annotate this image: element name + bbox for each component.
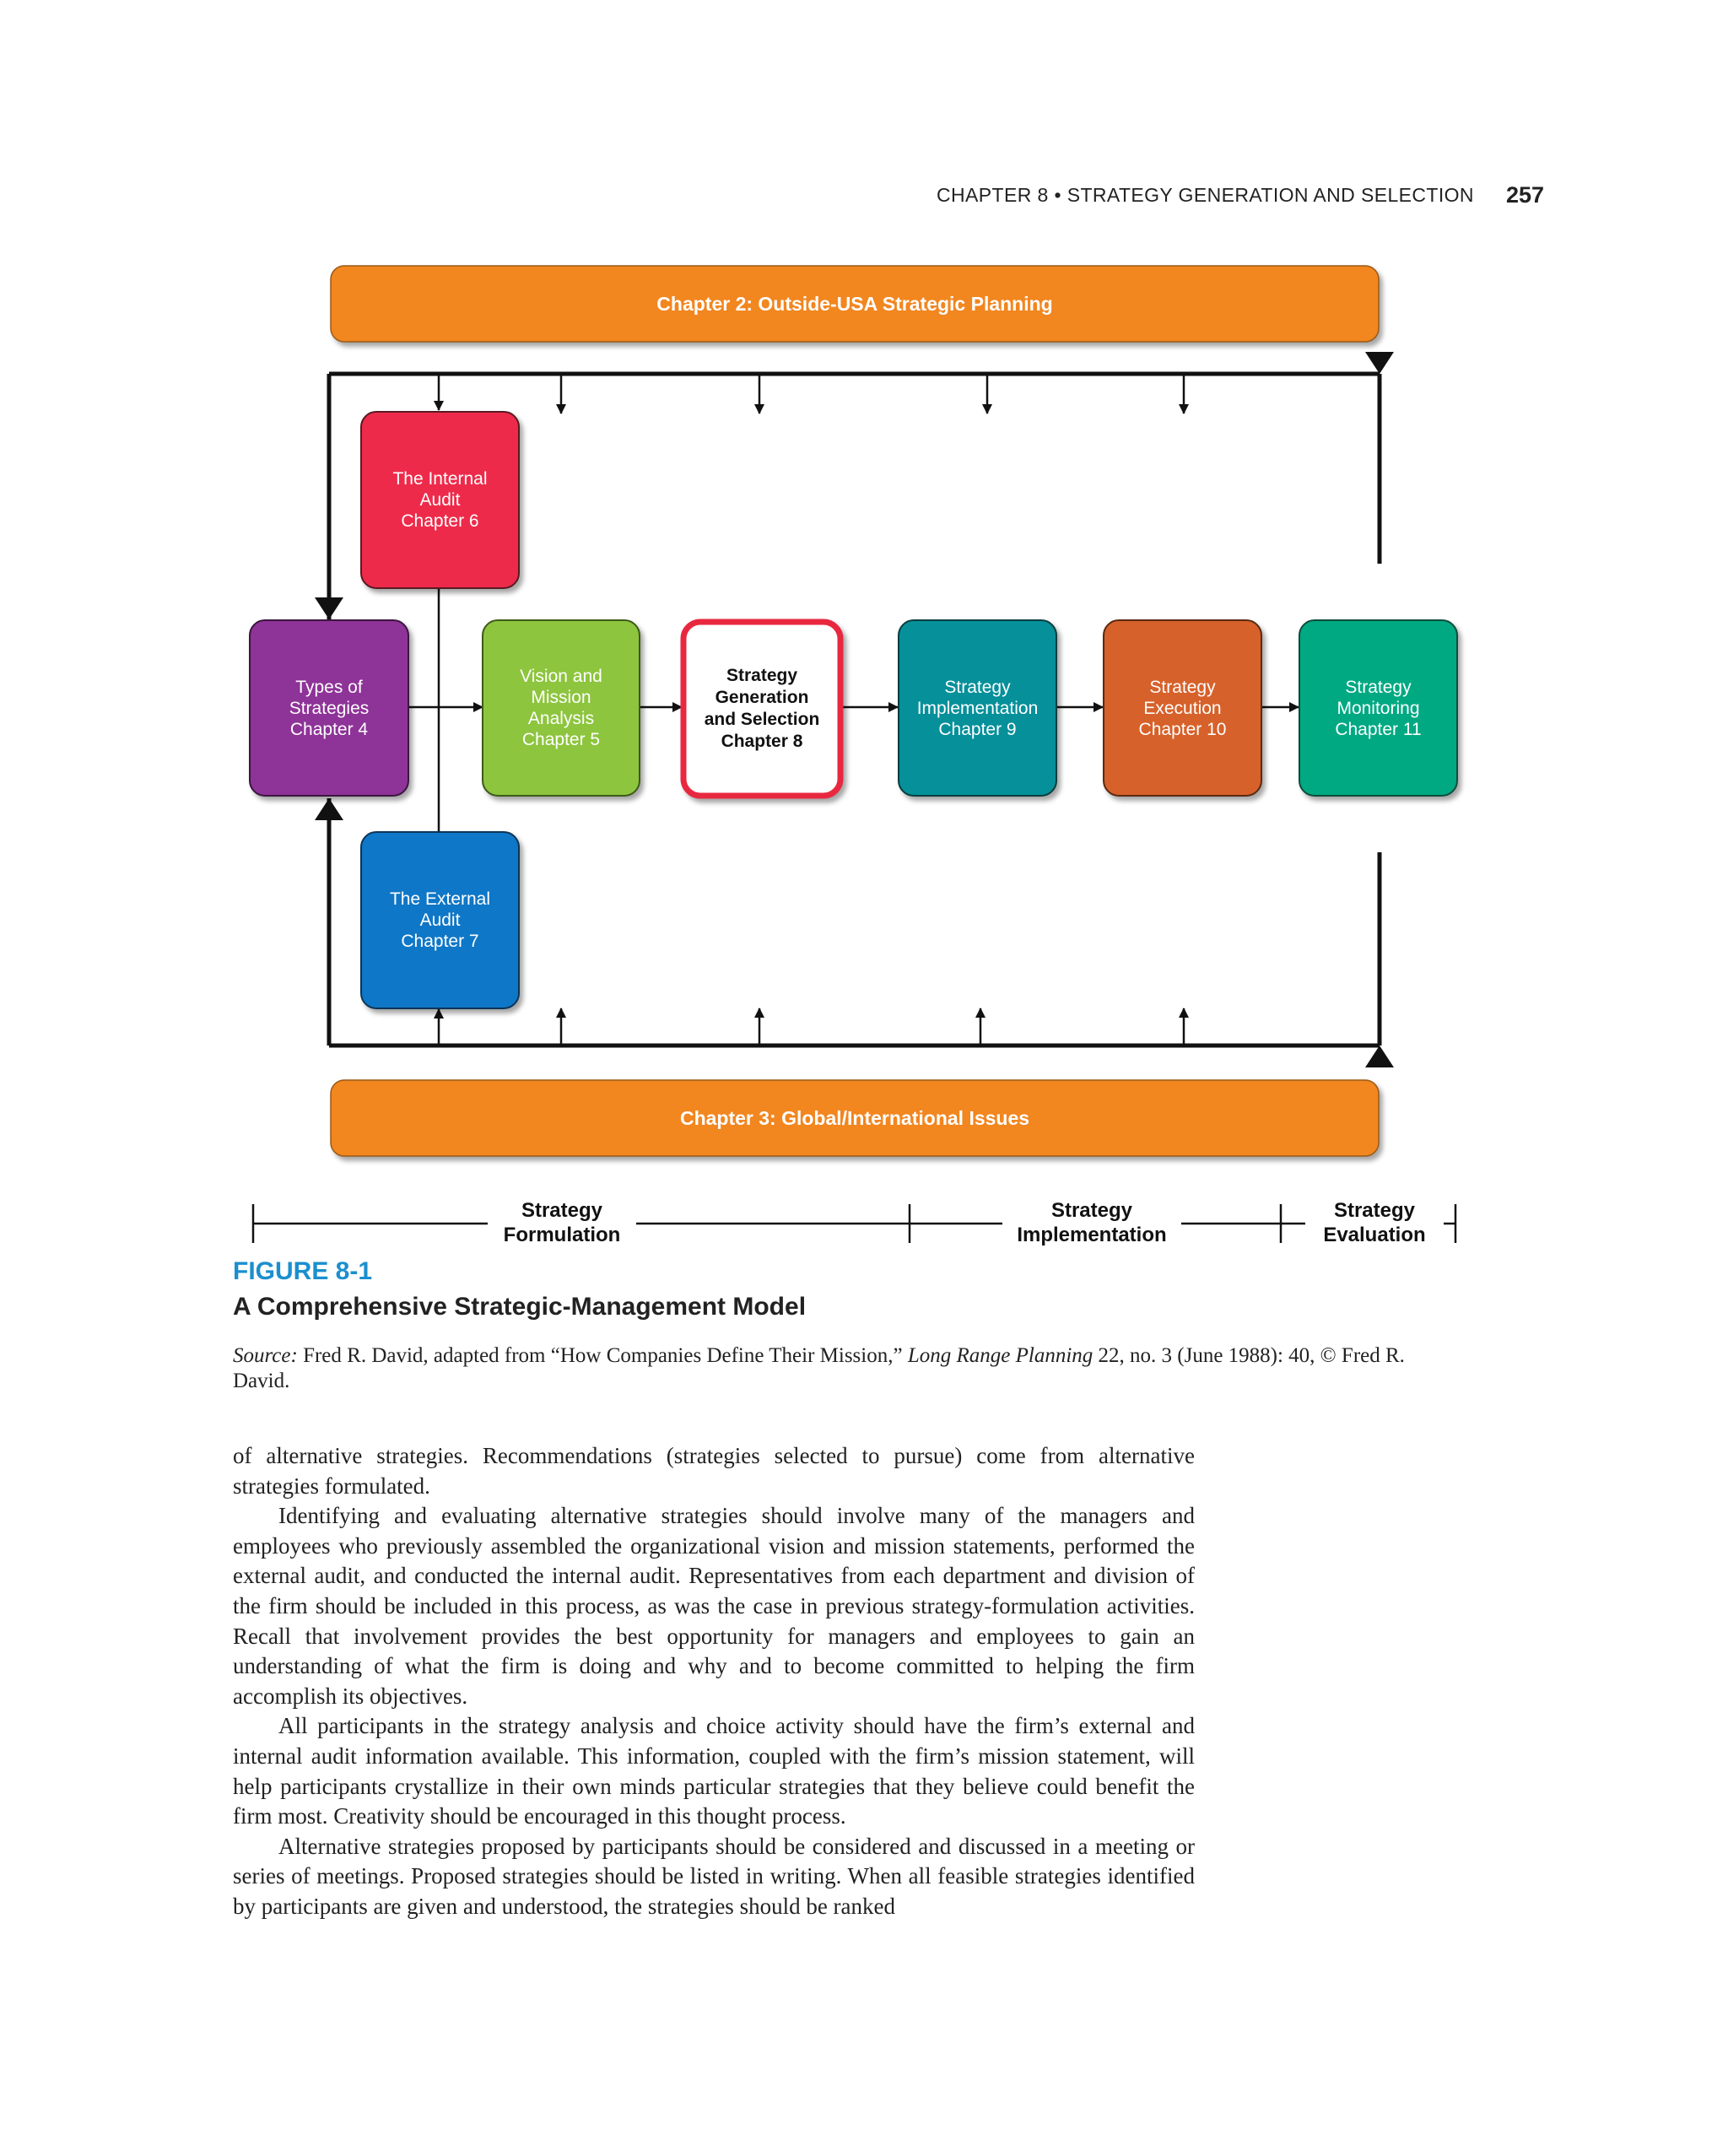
external-audit-label: The External Audit Chapter 7 (389, 889, 491, 951)
bottom-bar-label: Chapter 3: Global/International Issues (679, 1106, 1030, 1129)
paragraph-4: Alternative strategies proposed by participants should be considered and discussed in a meeting or series of meetings. Proposed strategies should be listed in writing. When all feasible strategies identified by participants are given and understood, the strategies should be ranked (233, 1833, 1195, 1919)
vision-mission-label: Vision and Mission Analysis Chapter 5 (520, 667, 602, 749)
source-label: Source: (233, 1344, 298, 1367)
phase-evaluation-label: Strategy Evaluation (1305, 1198, 1444, 1247)
figure-source (233, 1343, 1439, 1394)
paragraph-3: All participants in the strategy analysis and choice activity should have the firm’s external and internal audit information available. This information, coupled with the firm’s mission statement, will help participants crystallize in their own minds particular strategies that they believe could benefit the firm most. Creativity should be encouraged in this thought process. (233, 1713, 1195, 1829)
generation-selection-label: Strategy Generation and Selection Chapter 8 (704, 666, 820, 751)
paragraph-1: of alternative strategies. Recommendations (strategies selected to pursue) come from alternative strategies formulated. (233, 1443, 1195, 1499)
source-journal: Long Range Planning (907, 1344, 1094, 1367)
top-bar-label: Chapter 2: Outside-USA Strategic Planning (656, 292, 1053, 315)
implementation-label: Strategy Implementation Chapter 9 (916, 677, 1039, 739)
phase-implementation-label: Strategy Implementation (1002, 1198, 1181, 1247)
paragraph-2: Identifying and evaluating alternative strategies should involve many of the managers and employees who previously assembled the organizational vision and mission statements, performed the external audit, and conducted the internal audit. Representatives from each department and division of the firm should be included in this process, as was the case in previous strategy-formulation activities. Recall that involvement provides the best opportunity for managers and employees to gain an understanding of what the firm is doing and why and to become committed to helping the firm accomplish its objectives. (233, 1503, 1195, 1709)
execution-label: Strategy Execution Chapter 10 (1138, 677, 1227, 739)
body-text (233, 1441, 1195, 1922)
types-of-strategies-label: Types of Strategies Chapter 4 (289, 677, 370, 739)
phase-scale (253, 1204, 1455, 1243)
chapter-heading: CHAPTER 8 • STRATEGY GENERATION AND SELECTION (937, 184, 1474, 206)
internal-audit-label: The Internal Audit Chapter 6 (392, 469, 488, 531)
top-arrows (439, 376, 1184, 413)
page-number: 257 (1505, 182, 1544, 208)
figure-title: A Comprehensive Strategic-Management Model (233, 1293, 807, 1321)
bottom-arrows (439, 1008, 1184, 1044)
phase-formulation-label: Strategy Formulation (488, 1198, 636, 1247)
source-text-before: Fred R. David, adapted from “How Companies Define Their Mission,” (297, 1344, 908, 1367)
source-text-after: 22, no. 3 (June 1988): 40, © Fred R. David. (233, 1344, 1405, 1392)
monitoring-label: Strategy Monitoring Chapter 11 (1335, 677, 1422, 739)
figure-number: FIGURE 8-1 (233, 1257, 373, 1285)
